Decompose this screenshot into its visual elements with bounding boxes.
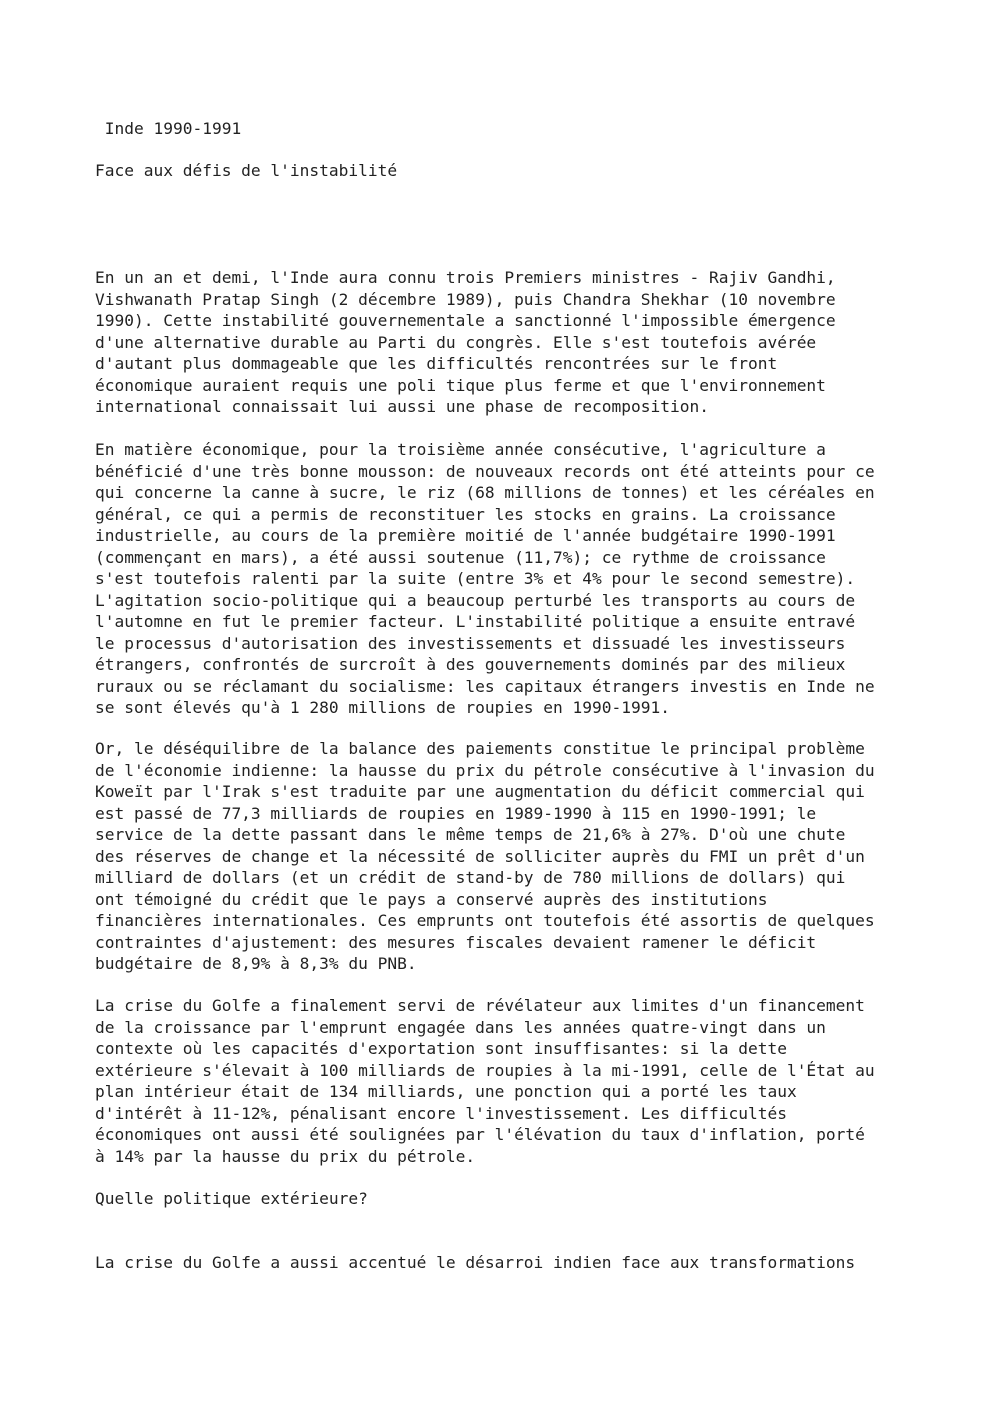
document-subtitle: Face aux défis de l'instabilité: [95, 161, 398, 180]
paragraph: Or, le déséquilibre de la balance des paiements constitue le principal problème de l'économie indienne: la hausse du prix du pétrole consécutive à l'invasion du Koweït par l'Irak s'est traduite par une augmentation du déficit commercial qui est passé de 77,3 milliards de roupies en 1989-1990 à 115 en 1990-1991; le service de la dette passant dans le même temps de 21,6% à 27%. D'où une chute des réserves de change et la nécessité de solliciter auprès du FMI un prêt d'un milliard de dollars (et un crédit de stand-by de 780 millions de dollars) qui ont témoigné du crédit que le pays a conservé auprès des institutions financières internationales. Ces emprunts ont toutefois été assortis de quelques contraintes d'ajustement: des mesures fiscales devaient ramener le déficit budgétaire de 8,9% à 8,3% du PNB.: [95, 739, 875, 973]
document-title: Inde 1990-1991: [95, 119, 242, 138]
paragraph: En un an et demi, l'Inde aura connu trois Premiers ministres - Rajiv Gandhi, Vishwanath Pratap Singh (2 décembre 1989), puis Chandra Shekhar (10 novembre 1990). Cette instabilité gouvernementale a sanctionné l'impossible émergence d'une alternative durable au Parti du congrès. Elle s'est toutefois avérée d'autant plus dommageable que les difficultés rencontrées sur le front économique auraient requis une poli tique plus ferme et que l'environnement international connaissait lui aussi une phase de recomposition.: [95, 268, 836, 416]
paragraph: La crise du Golfe a aussi accentué le désarroi indien face aux transformations: [95, 1253, 856, 1272]
paragraph: La crise du Golfe a finalement servi de révélateur aux limites d'un financement de la croissance par l'emprunt engagée dans les années quatre-vingt dans un contexte où les capacités d'exportation sont insuffisantes: si la dette extérieure s'élevait à 100 milliards de roupies à la mi-1991, celle de l'État au plan intérieur était de 134 milliards, une ponction qui a porté les taux d'intérêt à 11-12%, pénalisant encore l'investissement. Les difficultés économiques ont aussi été soulignées par l'élévation du taux d'inflation, porté à 14% par la hausse du prix du pétrole.: [95, 996, 875, 1166]
paragraph: En matière économique, pour la troisième année consécutive, l'agriculture a bénéficié d'une très bonne mousson: de nouveaux records ont été atteints pour ce qui concerne la canne à sucre, le riz (68 millions de tonnes) et les céréales en général, ce qui a permis de reconstituer les stocks en grains. La croissance industrielle, au cours de la première moitié de l'année budgétaire 1990-1991 (commençant en mars), a été aussi soutenue (11,7%); ce rythme de croissance s'est toutefois ralenti par la suite (entre 3% et 4% pour le second semestre). L'agitation socio-politique qui a beaucoup perturbé les transports au cours de l'automne en fut le premier facteur. L'instabilité politique a ensuite entravé le processus d'autorisation des investissements et dissuadé les investisseurs étrangers, confrontés de surcroît à des gouvernements dominés par des milieux ruraux ou se réclamant du socialisme: les capitaux étrangers investis en Inde ne se sont élevés qu'à 1 280 millions de roupies en 1990-1991.: [95, 440, 875, 717]
section-heading: Quelle politique extérieure?: [95, 1189, 368, 1208]
